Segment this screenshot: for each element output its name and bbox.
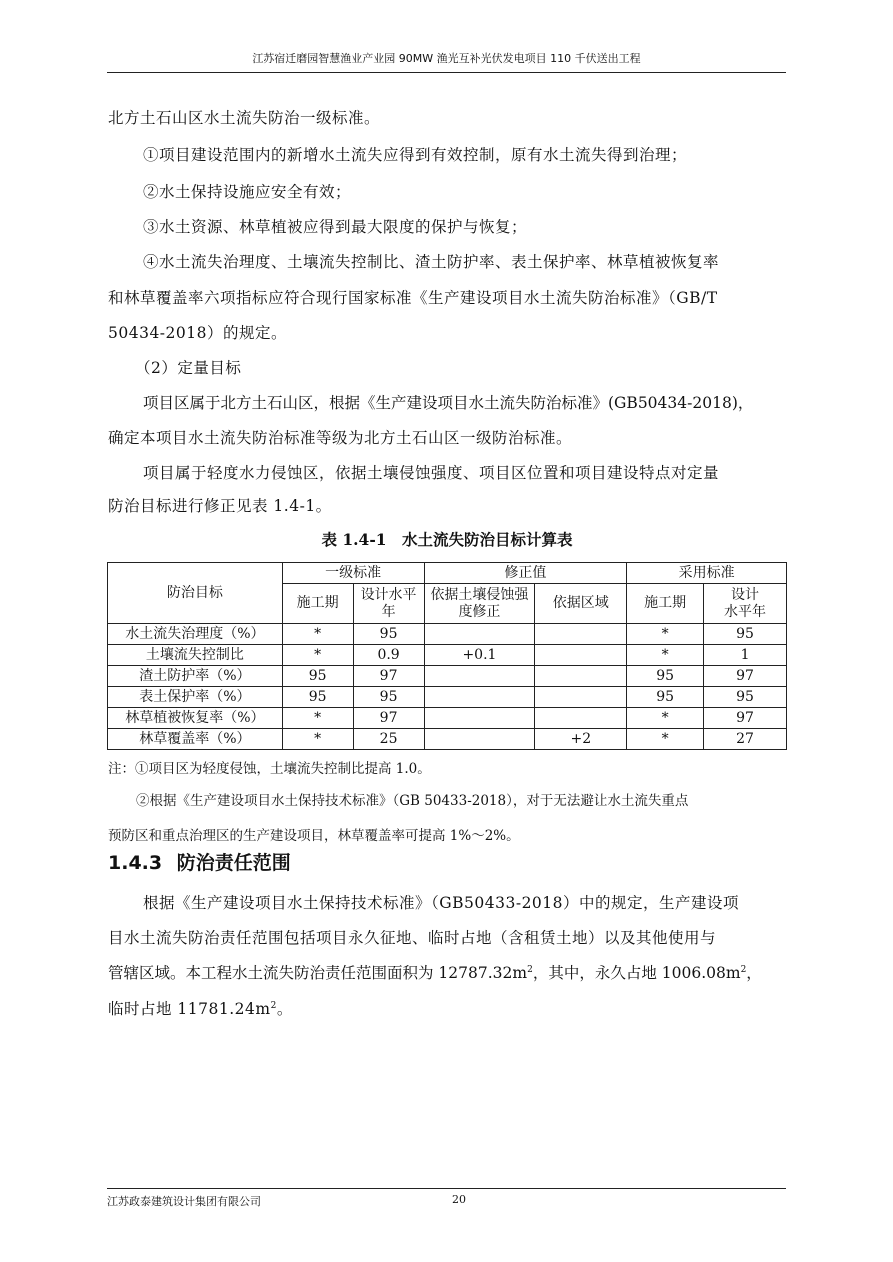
header-target: 防治目标 <box>108 563 283 624</box>
paragraph-line: 50434-2018）的规定。 <box>108 324 287 342</box>
cell: 97 <box>704 666 787 687</box>
footer-organization: 江苏政泰建筑设计集团有限公司 <box>107 1195 261 1208</box>
text-run: 管辖区域。本工程水土流失防治责任范围面积为 12787.32m <box>108 964 528 982</box>
cell <box>535 708 627 729</box>
section-heading <box>108 848 291 875</box>
cell: 95 <box>627 666 704 687</box>
cell: * <box>627 645 704 666</box>
page-number: 20 <box>452 1193 466 1206</box>
cell: 95 <box>704 687 787 708</box>
cell <box>535 645 627 666</box>
row-name: 土壤流失控制比 <box>108 645 283 666</box>
header-revise: 修正值 <box>424 563 627 584</box>
section-number: 1.4.3 <box>108 852 163 874</box>
paragraph-line: 项目区属于北方土石山区，根据《生产建设项目水土流失防治标准》(GB50434-2018)， <box>143 394 754 412</box>
text-run: ，其中，永久占地 1006.08m <box>532 964 741 982</box>
cell: 95 <box>704 624 787 645</box>
cell <box>424 624 535 645</box>
row-name: 表土保护率（%） <box>108 687 283 708</box>
row-name: 水土流失治理度（%） <box>108 624 283 645</box>
paragraph-line: ④水土流失治理度、土壤流失控制比、渣土防护率、表土保护率、林草植被恢复率 <box>143 253 720 271</box>
table-row <box>108 729 787 750</box>
paragraph-line: ①项目建设范围内的新增水土流失应得到有效控制，原有水土流失得到治理； <box>143 146 688 164</box>
paragraph-line: 防治目标进行修正见表 1.4-1。 <box>108 497 332 515</box>
header-design-year: 设计水平年 <box>353 584 424 624</box>
cell: +2 <box>535 729 627 750</box>
table-note: 注：①项目区为轻度侵蚀，土壤流失控制比提高 1.0。 <box>108 761 431 777</box>
cell <box>535 624 627 645</box>
cell: +0.1 <box>424 645 535 666</box>
paragraph-line <box>108 961 762 983</box>
cell: 97 <box>353 666 424 687</box>
text-run: 。 <box>276 1000 293 1018</box>
page-footer <box>107 1188 786 1209</box>
cell: * <box>282 729 353 750</box>
cell <box>424 708 535 729</box>
row-name: 渣土防护率（%） <box>108 666 283 687</box>
table-note: 预防区和重点治理区的生产建设项目，林草覆盖率可提高 1%～2%。 <box>108 828 520 844</box>
table-note: ②根据《生产建设项目水土保持技术标准》（GB 50433-2018），对于无法避让水土流失重点 <box>136 793 689 809</box>
paragraph-line: 根据《生产建设项目水土保持技术标准》（GB50433-2018）中的规定，生产建设项 <box>143 894 740 912</box>
subheading: （2）定量目标 <box>135 359 242 377</box>
cell: * <box>282 708 353 729</box>
header-construct: 施工期 <box>627 584 704 624</box>
superscript: 2 <box>270 1000 277 1011</box>
header-construct: 施工期 <box>282 584 353 624</box>
page-header <box>107 52 786 73</box>
cell: 25 <box>353 729 424 750</box>
cell <box>535 687 627 708</box>
paragraph-line: 目水土流失防治责任范围包括项目永久征地、临时占地（含租赁土地）以及其他使用与 <box>108 929 717 947</box>
cell: 27 <box>704 729 787 750</box>
cell <box>424 687 535 708</box>
cell: * <box>627 624 704 645</box>
header-title: 江苏宿迁磨园智慧渔业产业园 90MW 渔光互补光伏发电项目 110 千伏送出工程 <box>252 52 641 65</box>
cell: 95 <box>627 687 704 708</box>
cell <box>535 666 627 687</box>
text-run: 临时占地 11781.24m <box>108 1000 271 1018</box>
header-region: 依据区域 <box>535 584 627 624</box>
paragraph-line: 确定本项目水土流失防治标准等级为北方土石山区一级防治标准。 <box>108 429 573 447</box>
superscript: 2 <box>740 964 747 975</box>
paragraph-line: 项目属于轻度水力侵蚀区，依据土壤侵蚀强度、项目区位置和项目建设特点对定量 <box>143 464 720 482</box>
superscript: 2 <box>527 964 533 975</box>
cell: 95 <box>353 687 424 708</box>
header-design-year <box>704 584 787 624</box>
paragraph-line: 和林草覆盖率六项指标应符合现行国家标准《生产建设项目水土流失防治标准》（GB/T <box>108 289 718 307</box>
cell: 97 <box>353 708 424 729</box>
cell <box>424 729 535 750</box>
header-level1: 一级标准 <box>282 563 424 584</box>
table-row <box>108 645 787 666</box>
text-run: ， <box>746 964 762 982</box>
cell: * <box>627 708 704 729</box>
cell: 97 <box>704 708 787 729</box>
paragraph-line: ③水土资源、林草植被应得到最大限度的保护与恢复； <box>143 218 528 236</box>
cell: * <box>627 729 704 750</box>
table-row <box>108 708 787 729</box>
row-name: 林草覆盖率（%） <box>108 729 283 750</box>
header-design-part: 水平年 <box>724 603 767 620</box>
section-title: 防治责任范围 <box>176 852 291 874</box>
cell: 95 <box>282 666 353 687</box>
cell: 1 <box>704 645 787 666</box>
cell: * <box>282 624 353 645</box>
row-name: 林草植被恢复率（%） <box>108 708 283 729</box>
cell: 95 <box>282 687 353 708</box>
header-design-part: 设计 <box>731 586 760 603</box>
table-row <box>108 624 787 645</box>
cell: 95 <box>353 624 424 645</box>
standards-table <box>107 562 787 750</box>
header-adopt: 采用标准 <box>627 563 787 584</box>
cell <box>424 666 535 687</box>
cell: * <box>282 645 353 666</box>
cell: 0.9 <box>353 645 424 666</box>
paragraph-line: 北方土石山区水土流失防治一级标准。 <box>108 109 381 127</box>
paragraph-line <box>108 997 293 1019</box>
paragraph-line: ②水土保持设施应安全有效； <box>143 183 352 201</box>
table-caption: 表 1.4-1 水土流失防治目标计算表 <box>321 530 573 549</box>
header-soil-revise: 依据土壤侵蚀强度修正 <box>424 584 535 624</box>
table-row <box>108 666 787 687</box>
table-row <box>108 687 787 708</box>
